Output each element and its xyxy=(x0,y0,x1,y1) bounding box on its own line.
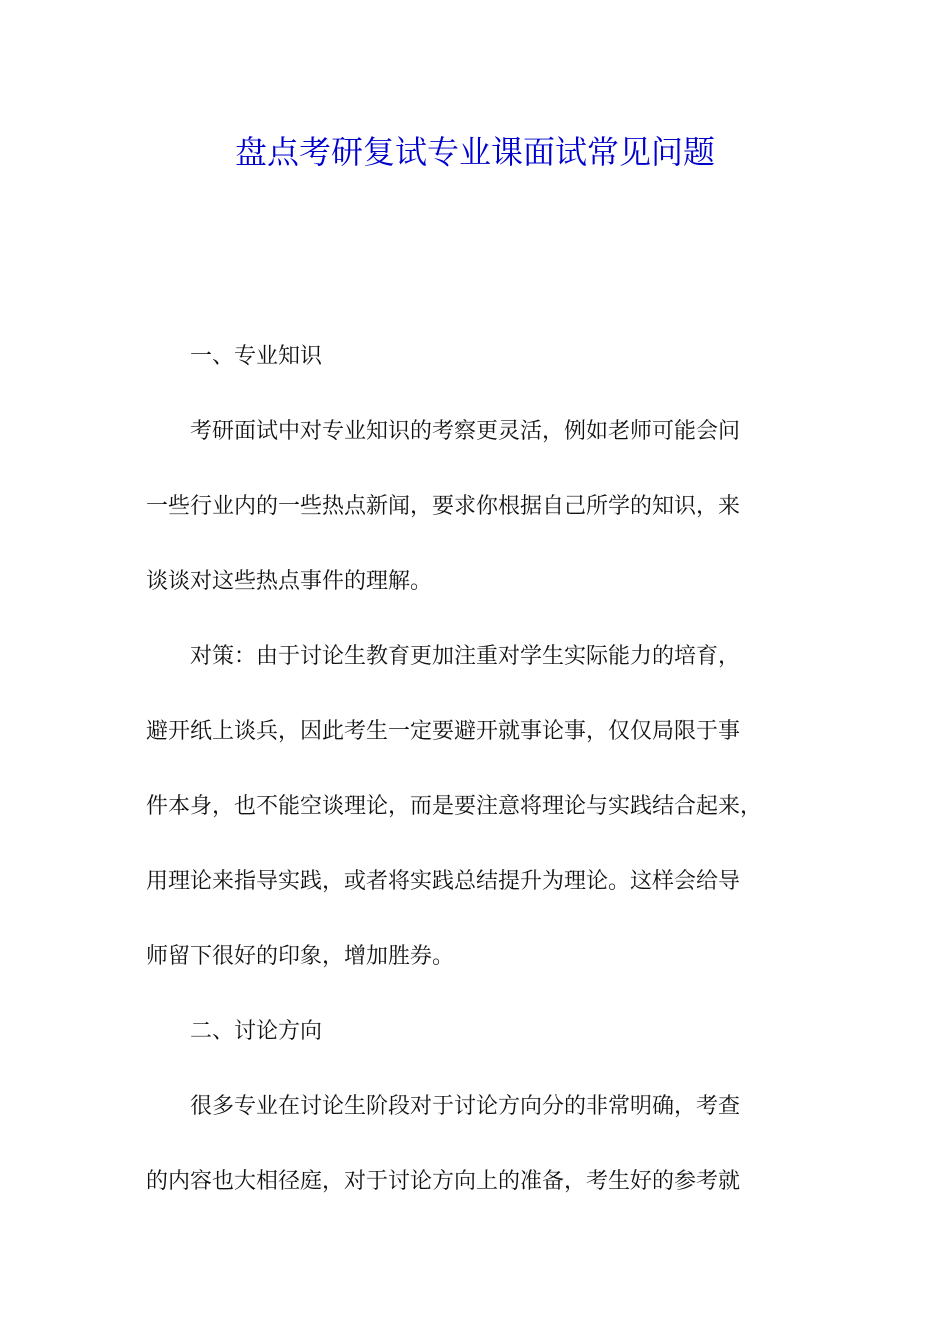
section-heading-text: 一、专业知识 xyxy=(190,344,323,369)
page-title: 盘点考研复试专业课面试常见问题 xyxy=(234,133,715,171)
document-body xyxy=(146,338,806,1238)
paragraph xyxy=(146,638,806,976)
paragraph-line: 件本身，也不能空谈理论，而是要注意将理论与实践结合起来， xyxy=(146,794,763,819)
paragraph-line: 用理论来指导实践，或者将实践总结提升为理论。这样会给导 xyxy=(146,869,741,894)
paragraph-line: 考研面试中对专业知识的考察更灵活，例如老师可能会问 xyxy=(190,419,741,444)
paragraph xyxy=(146,1088,806,1201)
paragraph-line: 师留下很好的印象，增加胜券。 xyxy=(146,944,455,969)
paragraph-line: 一些行业内的一些热点新闻，要求你根据自己所学的知识，来 xyxy=(146,494,741,519)
section-heading-text: 二、讨论方向 xyxy=(190,1019,323,1044)
paragraph xyxy=(146,413,806,601)
section-heading xyxy=(146,338,806,376)
paragraph-line: 避开纸上谈兵，因此考生一定要避开就事论事，仅仅局限于事 xyxy=(146,719,741,744)
paragraph-line: 谈谈对这些热点事件的理解。 xyxy=(146,569,433,594)
paragraph-line: 对策：由于讨论生教育更加注重对学生实际能力的培育， xyxy=(190,644,741,669)
paragraph-line: 很多专业在讨论生阶段对于讨论方向分的非常明确，考查 xyxy=(190,1094,741,1119)
section-heading xyxy=(146,1013,806,1051)
paragraph-line: 的内容也大相径庭，对于讨论方向上的准备，考生好的参考就 xyxy=(146,1169,741,1194)
